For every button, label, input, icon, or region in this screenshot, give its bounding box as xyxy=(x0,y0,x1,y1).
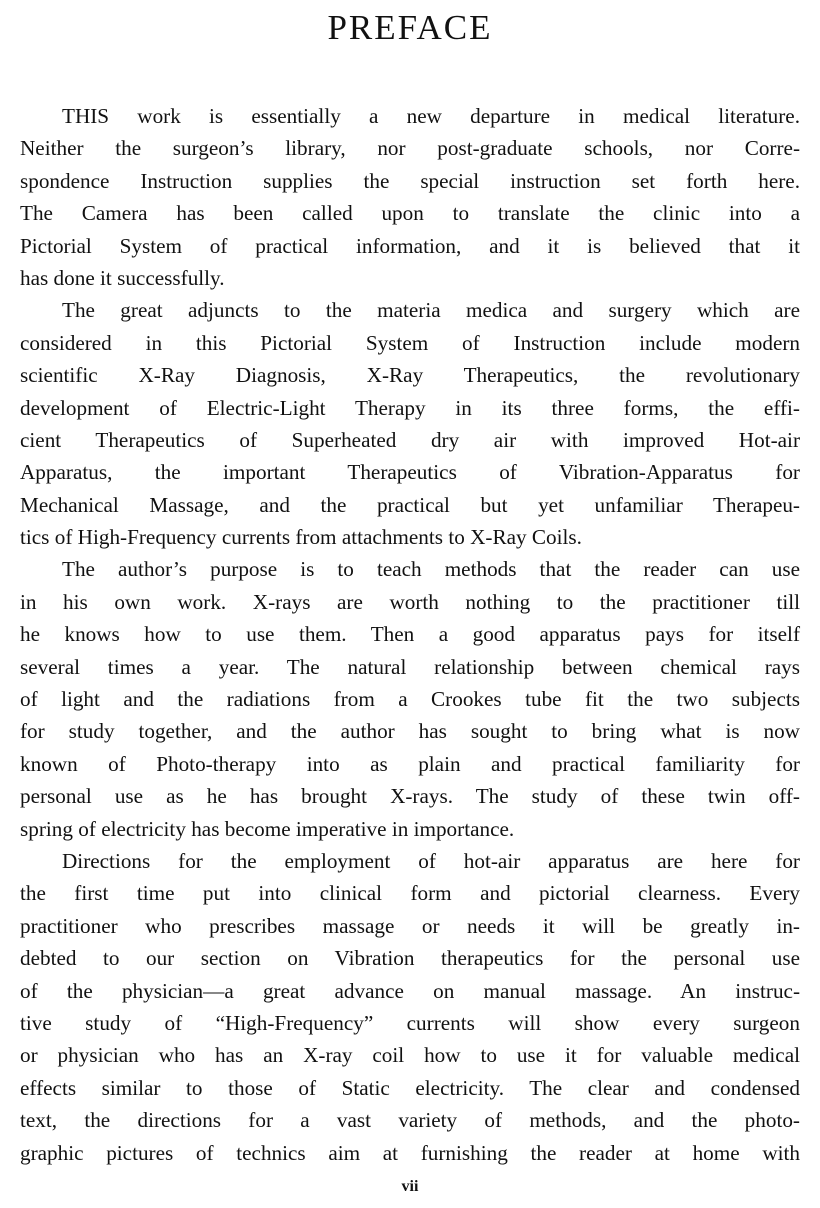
text-line: tics of High-Frequency currents from attachments to X-Ray Coils. xyxy=(20,525,582,550)
text-line: has done it successfully. xyxy=(20,265,225,290)
text-line: The great adjuncts to the materia medica and surgery which are xyxy=(62,298,800,323)
text-line: practitioner who prescribes massage or needs it will be greatly in- xyxy=(20,913,800,938)
text-line: known of Photo-therapy into as plain and practical familiarity for xyxy=(20,751,800,776)
text-line: scientific X-Ray Diagnosis, X-Ray Therapeutics, the revolutionary xyxy=(20,363,800,388)
text-line: or physician who has an X-ray coil how to use it for valuable medical xyxy=(20,1043,800,1068)
text-line: personal use as he has brought X-rays. The study of these twin off- xyxy=(20,784,800,809)
text-line: spondence Instruction supplies the special instruction set forth here. xyxy=(20,168,800,193)
text-line: Mechanical Massage, and the practical but yet unfamiliar Therapeu- xyxy=(20,492,800,517)
text-line: the first time put into clinical form and pictorial clearness. Every xyxy=(20,881,800,906)
text-line: Neither the surgeon’s library, nor post-graduate schools, nor Corre- xyxy=(20,136,800,161)
text-line: he knows how to use them. Then a good apparatus pays for itself xyxy=(20,622,800,647)
paragraph-4 xyxy=(20,845,800,1169)
text-line: graphic pictures of technics aim at furnishing the reader at home with xyxy=(20,1140,800,1165)
text-line: for study together, and the author has sought to bring what is now xyxy=(20,719,800,744)
text-line: development of Electric-Light Therapy in its three forms, the effi- xyxy=(20,395,800,420)
text-line: in his own work. X-rays are worth nothing to the practitioner till xyxy=(20,589,800,614)
text-line: Directions for the employment of hot-air apparatus are here for xyxy=(62,848,800,873)
text-line: cient Therapeutics of Superheated dry air with improved Hot-air xyxy=(20,427,800,452)
page-title: PREFACE xyxy=(327,8,493,47)
text-line: THIS work is essentially a new departure in medical literature. xyxy=(62,104,800,128)
text-line: considered in this Pictorial System of Instruction include modern xyxy=(20,330,800,355)
text-line: of light and the radiations from a Crookes tube fit the two subjects xyxy=(20,687,800,712)
page-number: vii xyxy=(401,1178,419,1195)
text-line: several times a year. The natural relationship between chemical rays xyxy=(20,654,800,679)
preface-body xyxy=(20,100,800,1169)
paragraph-2 xyxy=(20,294,800,553)
text-line: text, the directions for a vast variety of methods, and the photo- xyxy=(20,1108,800,1133)
text-line: The Camera has been called upon to translate the clinic into a xyxy=(20,201,800,226)
text-line: tive study of “High-Frequency” currents will show every surgeon xyxy=(20,1010,800,1035)
text-line: Pictorial System of practical information, and it is believed that it xyxy=(20,233,800,258)
text-line: effects similar to those of Static electricity. The clear and condensed xyxy=(20,1075,800,1100)
paragraph-3 xyxy=(20,553,800,845)
text-line: debted to our section on Vibration therapeutics for the personal use xyxy=(20,946,800,971)
text-line: spring of electricity has become imperative in importance. xyxy=(20,816,515,841)
paragraph-1 xyxy=(20,100,800,294)
text-line: The author’s purpose is to teach methods that the reader can use xyxy=(62,557,800,582)
text-line: Apparatus, the important Therapeutics of Vibration-Apparatus for xyxy=(20,460,800,485)
text-line: of the physician—a great advance on manual massage. An instruc- xyxy=(20,978,800,1003)
